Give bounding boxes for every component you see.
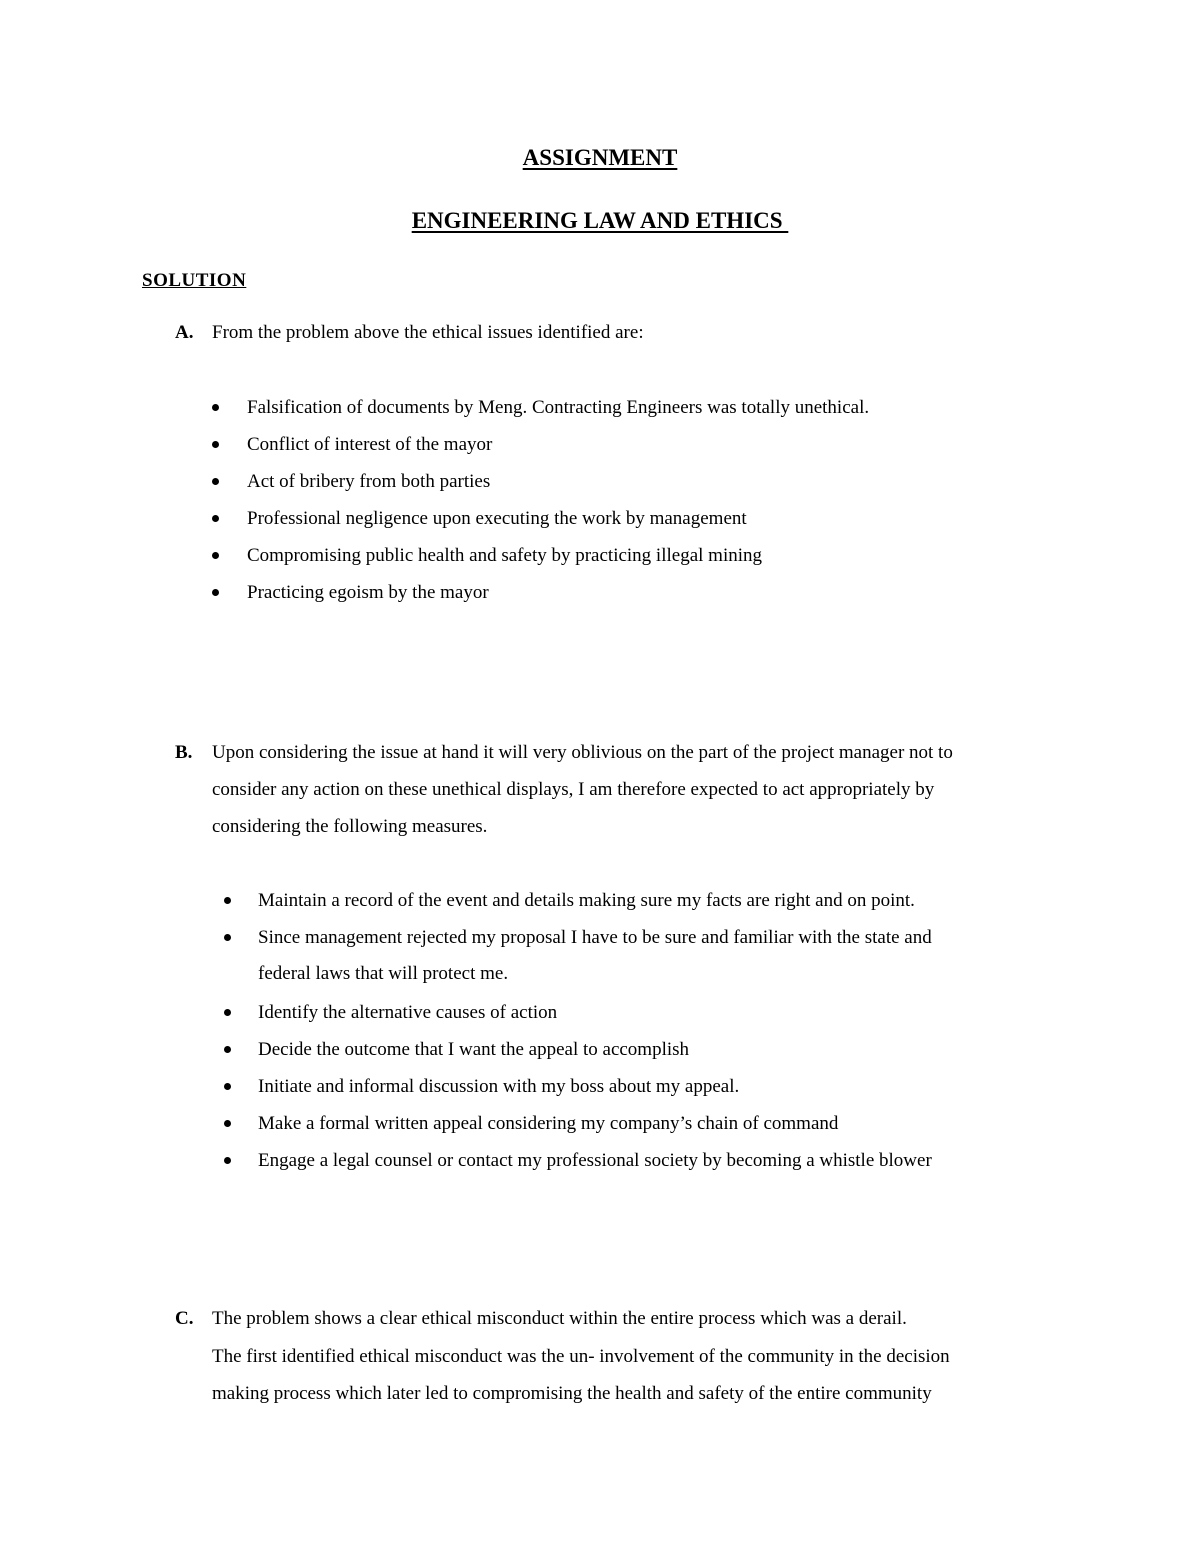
- list-item-text: Conflict of interest of the mayor: [247, 434, 493, 455]
- bullet-icon: [212, 404, 219, 411]
- section-a-letter: A.: [175, 322, 194, 343]
- list-item-text: Professional negligence upon executing the work by management: [247, 508, 747, 529]
- bullet-icon: [212, 589, 219, 596]
- solution-heading: SOLUTION: [142, 270, 247, 291]
- bullet-icon: [224, 934, 231, 941]
- list-item-text: Maintain a record of the event and details making sure my facts are right and on point.: [258, 890, 915, 911]
- list-item-text: Decide the outcome that I want the appeal to accomplish: [258, 1039, 690, 1060]
- section-a-intro: From the problem above the ethical issues identified are:: [212, 322, 644, 343]
- bullet-icon: [224, 1120, 231, 1127]
- bullet-icon: [224, 897, 231, 904]
- list-item-text-continued: federal laws that will protect me.: [258, 963, 509, 984]
- bullet-icon: [212, 515, 219, 522]
- bullet-icon: [212, 552, 219, 559]
- bullet-icon: [224, 1083, 231, 1090]
- list-item-text: Falsification of documents by Meng. Contracting Engineers was totally unethical.: [247, 397, 870, 418]
- list-item-text: Compromising public health and safety by practicing illegal mining: [247, 545, 763, 566]
- section-b-intro-line: Upon considering the issue at hand it will very oblivious on the part of the project manager not to: [212, 742, 953, 763]
- list-item-text: Engage a legal counsel or contact my professional society by becoming a whistle blower: [258, 1150, 932, 1171]
- section-c-line: The problem shows a clear ethical misconduct within the entire process which was a derail.: [212, 1308, 907, 1329]
- list-item-text: Make a formal written appeal considering my company’s chain of command: [258, 1113, 839, 1134]
- section-c-line: The first identified ethical misconduct was the un- involvement of the community in the decision: [212, 1346, 950, 1367]
- assignment-title: ASSIGNMENT: [522, 145, 678, 170]
- list-item-text: Since management rejected my proposal I have to be sure and familiar with the state and: [258, 927, 932, 948]
- section-b-intro-line: consider any action on these unethical displays, I am therefore expected to act appropriately by: [212, 779, 935, 800]
- list-item-text: Act of bribery from both parties: [247, 471, 491, 492]
- section-b-letter: B.: [175, 742, 193, 763]
- section-c-letter: C.: [175, 1308, 194, 1329]
- section-c-line: making process which later led to compromising the health and safety of the entire community: [212, 1383, 932, 1404]
- bullet-icon: [224, 1046, 231, 1053]
- bullet-icon: [212, 478, 219, 485]
- list-item-text: Practicing egoism by the mayor: [247, 582, 489, 603]
- list-item-text: Identify the alternative causes of action: [258, 1002, 558, 1023]
- section-b-intro-line: considering the following measures.: [212, 816, 488, 837]
- course-title: ENGINEERING LAW AND ETHICS: [411, 208, 789, 233]
- bullet-icon: [212, 441, 219, 448]
- bullet-icon: [224, 1157, 231, 1164]
- list-item-text: Initiate and informal discussion with my boss about my appeal.: [258, 1076, 740, 1097]
- bullet-icon: [224, 1009, 231, 1016]
